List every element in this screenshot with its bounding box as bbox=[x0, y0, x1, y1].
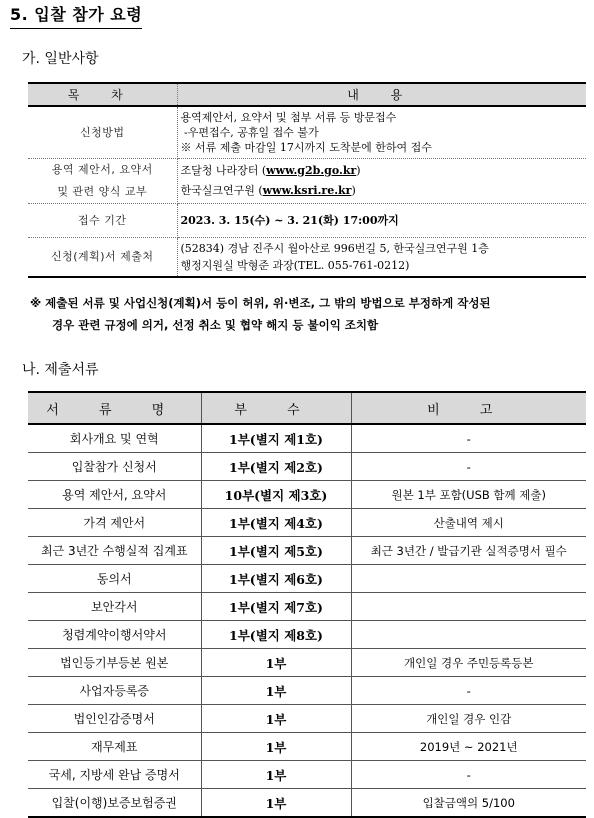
cell-remarks: 2019년 ~ 2021년 bbox=[351, 733, 586, 761]
cell-remarks: - bbox=[351, 453, 586, 481]
value-submission-period: 2023. 3. 15(수) ~ 3. 21(화) 17:00까지 bbox=[177, 203, 586, 237]
cell-copies: 1부 bbox=[201, 733, 351, 761]
application-method-line: ※ 서류 제출 마감일 17시까지 도착분에 한하여 접수 bbox=[180, 140, 432, 154]
header-copies: 부 수 bbox=[201, 392, 351, 424]
cell-copies: 1부 bbox=[201, 649, 351, 677]
docs-table-header-row bbox=[28, 392, 586, 424]
ksri-line bbox=[181, 181, 587, 201]
cell-copies: 1부 bbox=[201, 789, 351, 818]
g2b-suffix: ) bbox=[356, 163, 361, 177]
warning-note-line2: 경우 관련 규정에 의거, 선정 취소 및 협약 해지 등 불이익 조치함 bbox=[52, 318, 379, 332]
cell-remarks bbox=[351, 565, 586, 593]
warning-note bbox=[30, 292, 586, 336]
cell-remarks: 원본 1부 포함(USB 함께 제출) bbox=[351, 481, 586, 509]
table-row bbox=[28, 733, 586, 761]
docs-table-body bbox=[28, 424, 586, 817]
ksri-prefix: 한국실크연구원 ( bbox=[180, 183, 263, 197]
header-contents: 내 용 bbox=[177, 83, 586, 106]
cell-copies: 1부(별지 제8호) bbox=[201, 621, 351, 649]
general-info-table bbox=[28, 82, 586, 278]
table-row bbox=[28, 789, 586, 818]
cell-document-name: 보안각서 bbox=[28, 593, 201, 621]
value-proposal-forms bbox=[177, 158, 586, 203]
header-remarks: 비 고 bbox=[351, 392, 586, 424]
submission-contact: 행정지원실 박형준 과장(TEL. 055-761-0212) bbox=[180, 258, 410, 272]
table-row bbox=[28, 509, 586, 537]
cell-remarks bbox=[351, 621, 586, 649]
submission-address: (52834) 경남 진주시 월아산로 996번길 5, 한국실크연구원 1층 bbox=[180, 241, 489, 255]
label-proposal-forms bbox=[28, 158, 177, 203]
warning-note-line1: ※ 제출된 서류 및 사업신청(계획)서 등이 허위, 위·변조, 그 밖의 방법으로 부정하게 작성된 bbox=[30, 296, 491, 310]
header-document-name: 서 류 명 bbox=[28, 392, 201, 424]
table-row bbox=[28, 761, 586, 789]
application-method-line: 용역제안서, 요약서 및 첨부 서류 등 방문접수 bbox=[180, 110, 397, 124]
required-documents-table bbox=[28, 391, 586, 818]
row-submission-place bbox=[28, 237, 586, 277]
cell-copies: 1부(별지 제2호) bbox=[201, 453, 351, 481]
cell-document-name: 입찰(이행)보증보험증권 bbox=[28, 789, 201, 818]
cell-remarks: - bbox=[351, 677, 586, 705]
table-row bbox=[28, 593, 586, 621]
cell-remarks: 입찰금액의 5/100 bbox=[351, 789, 586, 818]
cell-remarks: 산출내역 제시 bbox=[351, 509, 586, 537]
table-row bbox=[28, 705, 586, 733]
application-method-line: -우편접수, 공휴일 접수 불가 bbox=[180, 125, 319, 139]
cell-document-name: 법인등기부등본 원본 bbox=[28, 649, 201, 677]
cell-copies: 1부(별지 제6호) bbox=[201, 565, 351, 593]
general-table-header-row bbox=[28, 83, 586, 106]
ksri-link[interactable]: www.ksri.re.kr bbox=[262, 183, 352, 197]
cell-document-name: 회사개요 및 연혁 bbox=[28, 424, 201, 453]
cell-document-name: 국세, 지방세 완납 증명서 bbox=[28, 761, 201, 789]
cell-remarks bbox=[351, 593, 586, 621]
row-application-method bbox=[28, 106, 586, 158]
cell-copies: 1부(별지 제7호) bbox=[201, 593, 351, 621]
cell-document-name: 동의서 bbox=[28, 565, 201, 593]
value-application-method bbox=[177, 106, 586, 158]
cell-document-name: 입찰참가 신청서 bbox=[28, 453, 201, 481]
table-row bbox=[28, 565, 586, 593]
g2b-line bbox=[181, 161, 587, 181]
header-contents-index: 목 차 bbox=[28, 83, 177, 106]
label-proposal-forms-line2: 및 관련 양식 교부 bbox=[57, 184, 148, 198]
cell-document-name: 재무제표 bbox=[28, 733, 201, 761]
cell-remarks: - bbox=[351, 761, 586, 789]
label-submission-period: 접수 기간 bbox=[28, 203, 177, 237]
row-proposal-forms bbox=[28, 158, 586, 203]
g2b-prefix: 조달청 나라장터 ( bbox=[180, 163, 267, 177]
row-submission-period bbox=[28, 203, 586, 237]
cell-copies: 1부 bbox=[201, 705, 351, 733]
cell-remarks: 개인일 경우 주민등록등본 bbox=[351, 649, 586, 677]
cell-remarks: 개인일 경우 인감 bbox=[351, 705, 586, 733]
ksri-suffix: ) bbox=[351, 183, 356, 197]
subsection-general-title: 가. 일반사항 bbox=[22, 51, 99, 67]
cell-copies: 1부(별지 제5호) bbox=[201, 537, 351, 565]
subsection-docs-title: 나. 제출서류 bbox=[22, 362, 99, 378]
cell-document-name: 법인인감증명서 bbox=[28, 705, 201, 733]
cell-remarks: - bbox=[351, 424, 586, 453]
cell-document-name: 용역 제안서, 요약서 bbox=[28, 481, 201, 509]
g2b-link[interactable]: www.g2b.go.kr bbox=[266, 163, 357, 177]
cell-remarks: 최근 3년간 / 발급기관 실적증명서 필수 bbox=[351, 537, 586, 565]
cell-document-name: 최근 3년간 수행실적 집계표 bbox=[28, 537, 201, 565]
table-row bbox=[28, 537, 586, 565]
label-proposal-forms-line1: 용역 제안서, 요약서 bbox=[51, 162, 153, 176]
cell-copies: 10부(별지 제3호) bbox=[201, 481, 351, 509]
table-row bbox=[28, 453, 586, 481]
label-application-method: 신청방법 bbox=[28, 106, 177, 158]
table-row bbox=[28, 481, 586, 509]
cell-copies: 1부 bbox=[201, 677, 351, 705]
table-row bbox=[28, 677, 586, 705]
table-row bbox=[28, 621, 586, 649]
cell-document-name: 가격 제안서 bbox=[28, 509, 201, 537]
value-submission-place bbox=[177, 237, 586, 277]
cell-document-name: 사업자등록증 bbox=[28, 677, 201, 705]
cell-copies: 1부(별지 제4호) bbox=[201, 509, 351, 537]
table-row bbox=[28, 649, 586, 677]
table-row bbox=[28, 424, 586, 453]
cell-copies: 1부(별지 제1호) bbox=[201, 424, 351, 453]
cell-document-name: 청렴계약이행서약서 bbox=[28, 621, 201, 649]
label-submission-place: 신청(계획)서 제출처 bbox=[28, 237, 177, 277]
section-title: 5. 입찰 참가 요령 bbox=[10, 2, 142, 29]
cell-copies: 1부 bbox=[201, 761, 351, 789]
